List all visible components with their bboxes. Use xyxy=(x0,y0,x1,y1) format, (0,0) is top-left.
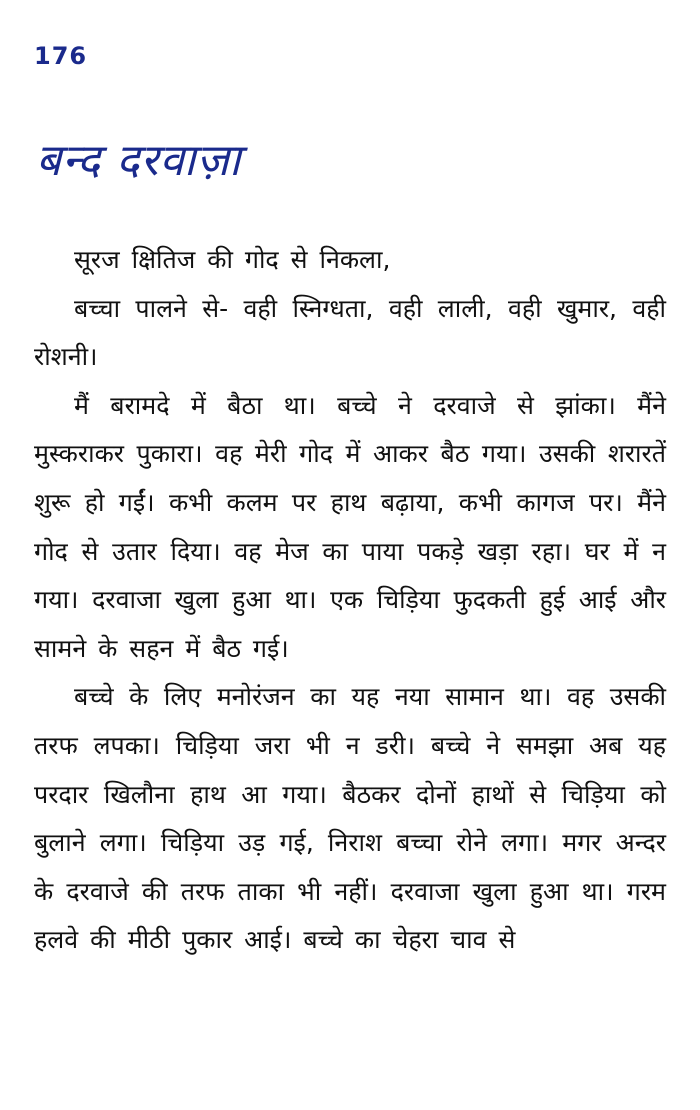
body-text xyxy=(34,236,666,965)
chapter-title: बन्द दरवाज़ा xyxy=(36,135,242,186)
paragraph: बच्चा पालने से- वही स्निग्धता, वही लाली, वही खुमार, वही रोशनी। xyxy=(34,293,666,372)
paragraph: सूरज क्षितिज की गोद से निकला, xyxy=(74,245,391,274)
page-number: 176 xyxy=(34,42,88,70)
paragraph: बच्चे के लिए मनोरंजन का यह नया सामान था। वह उसकी तरफ लपका। चिड़िया जरा भी न डरी। बच्चे ने समझा अब यह परदार खिलौना हाथ आ गया। बैठकर दोनों हाथों से चिड़िया को बुलाने लगा। चिड़िया उड़ गई, निराश बच्चा रोने लगा। मगर अन्दर के दरवाजे की तरफ ताका भी नहीं। दरवाजा खुला हुआ था। गरम हलवे की मीठी पुकार आई। बच्चे का चेहरा चाव से xyxy=(34,682,666,955)
paragraph: मैं बरामदे में बैठा था। बच्चे ने दरवाजे से झांका। मैंने मुस्कराकर पुकारा। वह मेरी गोद में आकर बैठ गया। उसकी शरारतें शुरू हो गईं। कभी कलम पर हाथ बढ़ाया, कभी कागज पर। मैंने गोद से उतार दिया। वह मेज का पाया पकड़े खड़ा रहा। घर में न गया। दरवाजा खुला हुआ था। एक चिड़िया फुदकती हुई आई और सामने के सहन में बैठ गई। xyxy=(34,390,666,663)
